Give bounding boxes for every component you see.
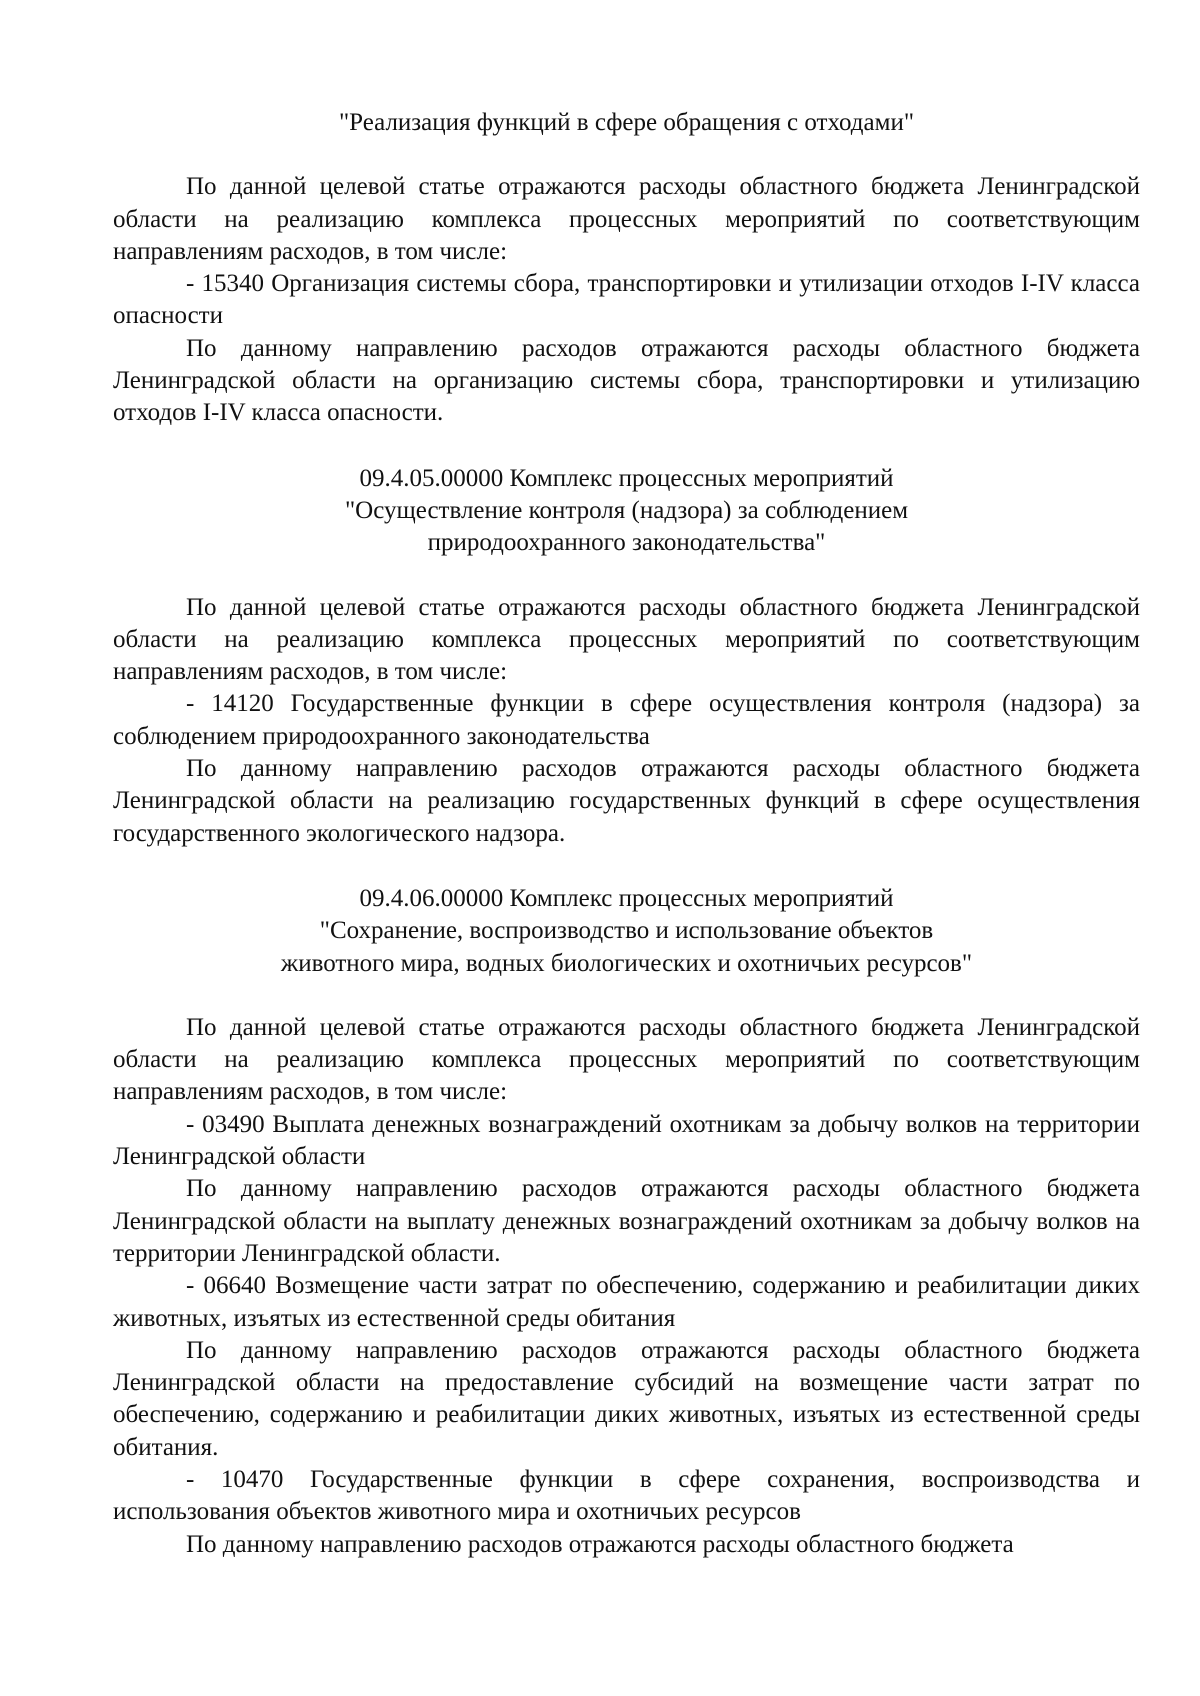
paragraph: По данному направлению расходов отражаются расходы областного бюджета Ленинградской области на реализацию государственных функций в сфере осуществления государственного экологического надзора. [113,755,1140,847]
heading-line: природоохранного законодательства" [427,529,826,557]
heading-line: "Осуществление контроля (надзора) за соблюдением [344,496,909,524]
spacer [113,139,1140,171]
expense-direction-item: - 15340 Организация системы сбора, транспортировки и утилизации отходов I-IV класса опасности [113,270,1140,330]
heading-line: 09.4.06.00000 Комплекс процессных мероприятий [359,884,894,912]
expense-direction-item: - 06640 Возмещение части затрат по обеспечению, содержанию и реабилитации диких животных, изъятых из естественной среды обитания [113,1272,1140,1332]
spacer [113,850,1140,883]
paragraph: По данному направлению расходов отражаются расходы областного бюджета Ленинградской области на организацию системы сбора, транспортировки и утилизацию отходов I-IV класса опасности. [113,334,1140,427]
heading-line: 09.4.05.00000 Комплекс процессных мероприятий [359,464,894,492]
expense-direction-item: - 03490 Выплата денежных вознаграждений охотникам за добычу волков на территории Ленинградской области [113,1110,1140,1171]
section-environmental-control [113,463,1140,850]
paragraph: По данному направлению расходов отражаются расходы областного бюджета Ленинградской области на выплату денежных вознаграждений охотникам за добычу волков на территории Ленинградской области. [113,1175,1140,1267]
heading-line: "Сохранение, воспроизводство и использование объектов [319,917,934,945]
section-heading [113,463,1140,560]
expense-direction-item: - 10470 Государственные функции в сфере сохранения, воспроизводства и использования объектов животного мира и охотничьих ресурсов [113,1465,1140,1526]
heading-line: "Реализация функций в сфере обращения с отходами" [338,109,915,136]
paragraph: По данной целевой статье отражаются расходы областного бюджета Ленинградской области на реализацию комплекса процессных мероприятий по соответствующим направлениям расходов, в том числе: [113,593,1140,686]
section-heading [113,107,1140,139]
spacer [113,560,1140,592]
heading-line: животного мира, водных биологических и охотничьих ресурсов" [280,949,973,977]
spacer [113,430,1140,463]
paragraph: По данной целевой статье отражаются расходы областного бюджета Ленинградской области на реализацию комплекса процессных мероприятий по соответствующим направлениям расходов, в том числе: [113,173,1140,265]
section-heading [113,883,1140,980]
document-body [113,107,1140,1561]
paragraph: По данному направлению расходов отражаются расходы областного бюджета [186,1530,1014,1558]
section-wildlife-conservation [113,883,1140,1561]
paragraph: По данной целевой статье отражаются расходы областного бюджета Ленинградской области на реализацию комплекса процессных мероприятий по соответствующим направлениям расходов, в том числе: [113,1013,1140,1106]
section-waste-management [113,107,1140,430]
paragraph: По данному направлению расходов отражаются расходы областного бюджета Ленинградской области на предоставление субсидий на возмещение части затрат по обеспечению, содержанию и реабилитации диких животных, изъятых из естественной среды обитания. [113,1336,1140,1461]
spacer [113,980,1140,1012]
expense-direction-item: - 14120 Государственные функции в сфере осуществления контроля (надзора) за соблюдением природоохранного законодательства [113,690,1140,750]
